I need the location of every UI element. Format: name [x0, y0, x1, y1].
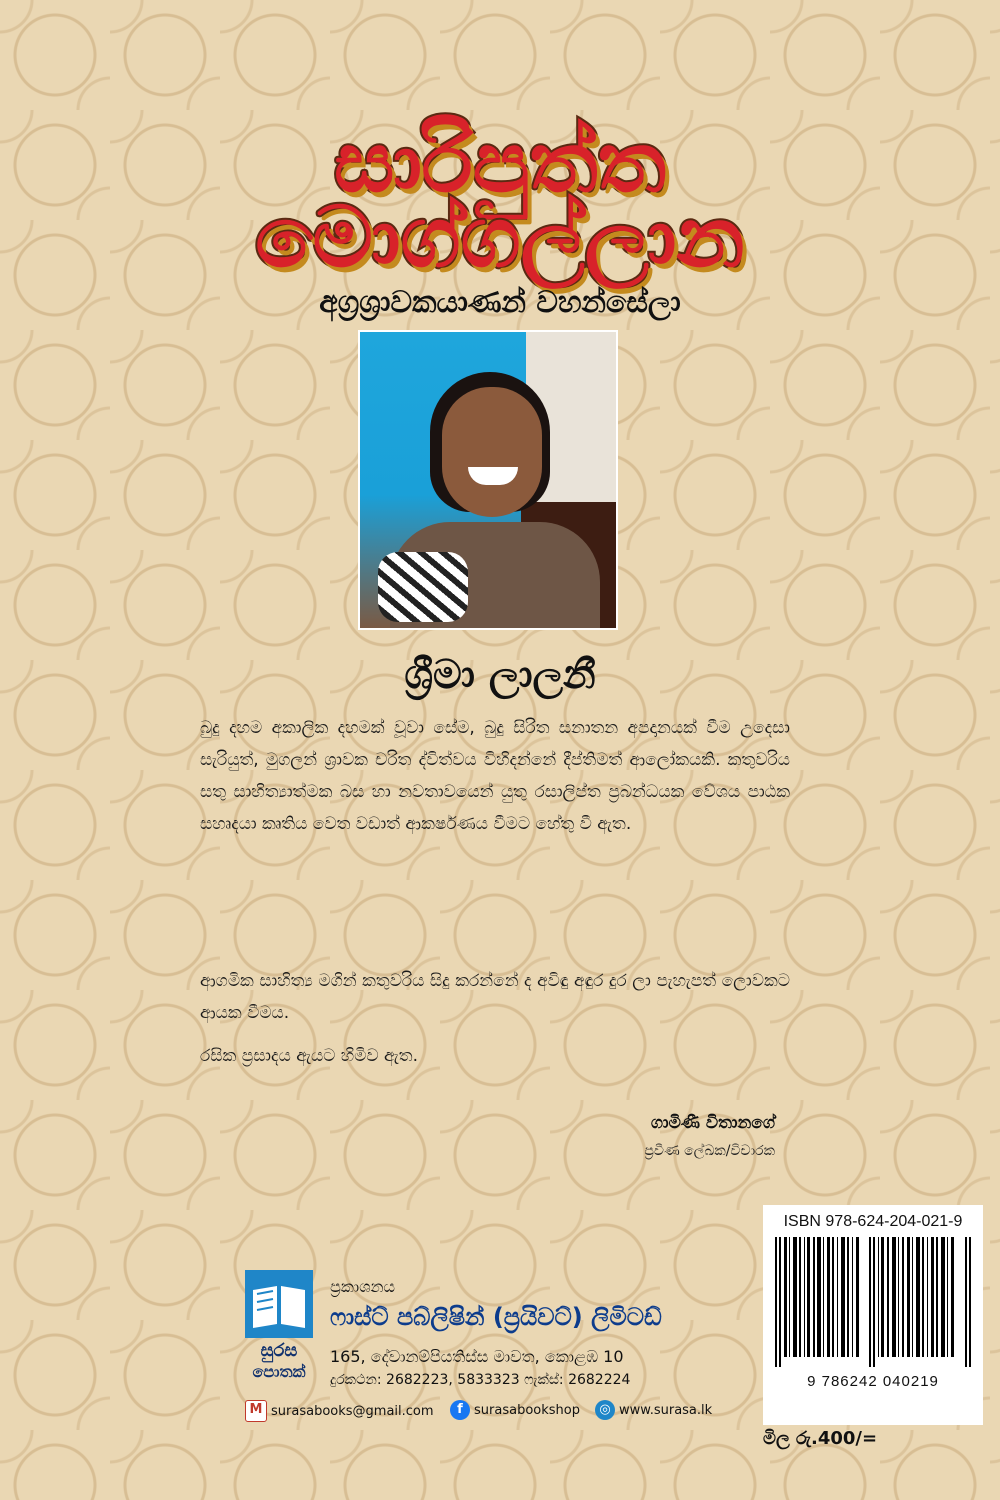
barcode	[763, 1205, 983, 1425]
website-url: www.surasa.lk	[619, 1402, 713, 1418]
facebook-icon: f	[450, 1400, 470, 1420]
book-title-line2: මොග්ගල්ලාන	[255, 188, 745, 286]
email-address: surasabooks@gmail.com	[271, 1403, 434, 1419]
barcode-bars	[775, 1237, 971, 1367]
reviewer-role: ප්‍රවීණ ලේඛක/විචාරක	[644, 1143, 775, 1159]
publisher-logo	[245, 1270, 313, 1380]
publisher-address: 165, දේවානම්පියතිස්ස මාවත, කොළඹ 10	[330, 1347, 624, 1366]
logo-text: පොතක්	[252, 1362, 306, 1381]
publisher-label: ප්‍රකාශනය	[330, 1277, 396, 1296]
blurb-paragraph: ආගමික සාහිත්‍ය මගින් කතුවරිය සිදු කරන්නේ ද අවිඳු අඳුර දුර ලා පැහැපත් ලොවකට ආයක වීමය.	[200, 971, 790, 1023]
globe-icon: ◎	[595, 1400, 615, 1420]
mail-icon: M	[245, 1400, 267, 1422]
blurb-paragraph: බුදු දහම අකාලික දහමක් වූවා සේම, බුදු සිරිත සනාතන අපදානයක් වීම උදෙසා සැරියුත්, මුගලන් ශ්‍රාවක චරිත ද්විත්වය විහිදන්නේ දීප්තිමත් ආලෝකයකි. කතුවරිය සතු සාහිත්‍යාත්මක බස හා නවතාවයෙන් යුතු රසාලිප්ත ප්‍රබන්ධයක වේශය පාඨක සහෘදයා කෘතිය වෙත වඩාත් ආකර්ෂණය වීමට හේතු වී ඇත.	[200, 718, 790, 834]
publisher-phone: දුරකථන: 2682223, 5833323 ෆැක්ස්: 2682224	[330, 1372, 631, 1388]
blurb-paragraph: රසික ප්‍රසාදය ඇයට හිමිව ඇත.	[200, 1046, 418, 1066]
isbn-label: ISBN 978-624-204-021-9	[783, 1213, 963, 1230]
reviewer-name: ගාමිණී විතානගේ	[650, 1113, 775, 1133]
facebook-contact[interactable]	[450, 1400, 580, 1420]
logo-text: සුරස	[260, 1340, 298, 1361]
barcode-digits: 9 786242 040219	[807, 1373, 939, 1390]
facebook-handle: surasabookshop	[474, 1402, 580, 1418]
email-contact[interactable]	[245, 1400, 434, 1422]
author-name: ශ්‍රීමා ලාලනී	[404, 652, 596, 698]
book-subtitle: අග්‍රශ්‍රාවකයාණන් වහන්සේලා	[319, 285, 681, 320]
price-label: මිල රු.400/=	[763, 1428, 878, 1449]
website-contact[interactable]	[595, 1400, 712, 1420]
author-photo	[358, 330, 618, 630]
book-title-line1: සාරිපුත්ත	[333, 113, 667, 211]
publisher-name: ෆාස්ට් පබ්ලිෂින් (ප්‍රයිවට්) ලිමිටඩ්	[330, 1303, 662, 1331]
open-book-icon	[245, 1270, 313, 1338]
